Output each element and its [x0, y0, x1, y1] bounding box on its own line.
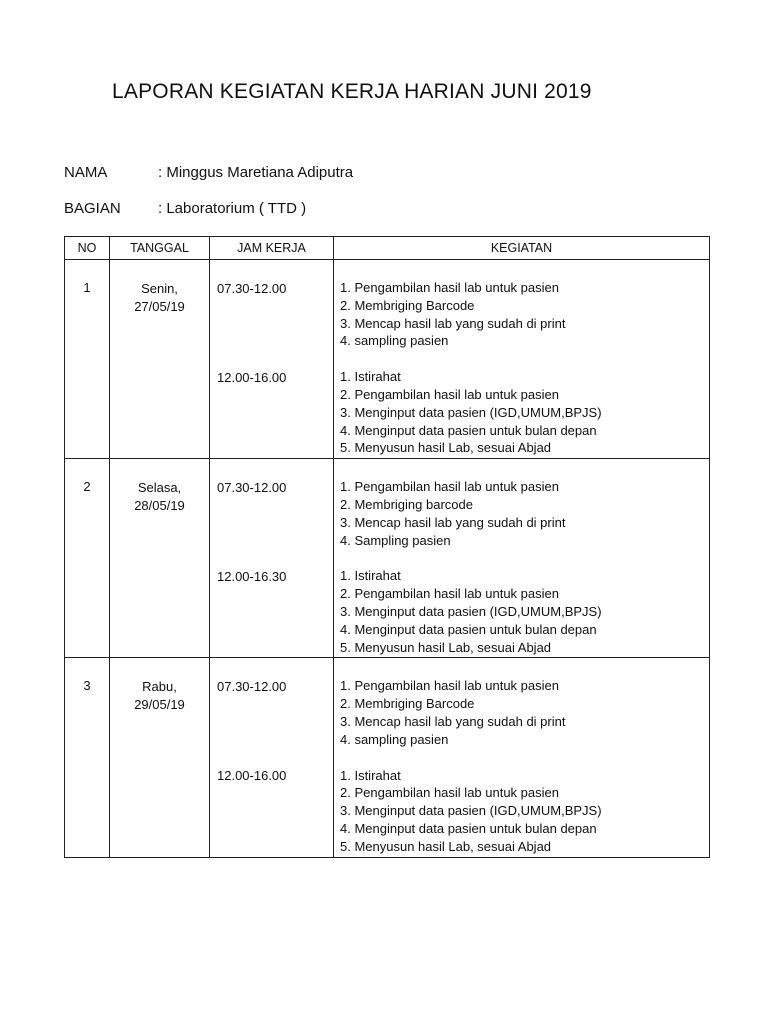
row-time-cell: [210, 658, 334, 857]
activity-list: [340, 478, 709, 549]
bagian-label: BAGIAN: [64, 200, 121, 217]
activity-item: 4. Sampling pasien: [340, 532, 451, 548]
activity-list: [340, 567, 709, 656]
table-row: [65, 260, 710, 459]
activity-item: 2. Pengambilan hasil lab untuk pasien: [340, 785, 559, 801]
time-slot: 07.30-12.00: [217, 281, 287, 296]
header-no: NO: [65, 237, 110, 260]
row-time-cell: [210, 260, 334, 459]
row-number: 2: [65, 459, 110, 658]
activity-item: 5. Menyusun hasil Lab, sesuai Abjad: [340, 838, 552, 854]
row-activities-cell: [334, 260, 710, 459]
activity-item: 5. Menyusun hasil Lab, sesuai Abjad: [340, 440, 552, 456]
header-kegiatan: KEGIATAN: [334, 237, 710, 260]
row-number: 1: [65, 260, 110, 459]
activity-list: [340, 279, 709, 350]
time-slot: 12.00-16.00: [217, 768, 287, 784]
activity-item: 4. Menginput data pasien untuk bulan depan: [340, 820, 597, 836]
activity-item: 2. Membriging Barcode: [340, 696, 475, 712]
activity-item: 1. Istirahat: [340, 369, 401, 385]
activity-item: 2. Pengambilan hasil lab untuk pasien: [340, 386, 559, 402]
row-date-cell: [110, 459, 210, 658]
row-activities-cell: [334, 658, 710, 857]
row-number: 3: [65, 658, 110, 857]
row-date: 29/05/19: [134, 697, 185, 713]
row-time-cell: [210, 459, 334, 658]
time-slot: 12.00-16.30: [217, 569, 287, 585]
time-slot: 07.30-12.00: [217, 679, 287, 695]
row-day: Selasa,: [137, 480, 182, 496]
table-row: [65, 658, 710, 857]
header-jam-kerja: JAM KERJA: [210, 237, 334, 260]
activity-list: [340, 767, 709, 856]
row-date: 27/05/19: [134, 299, 185, 314]
activity-item: 4. Menginput data pasien untuk bulan depan: [340, 621, 597, 637]
activity-item: 3. Menginput data pasien (IGD,UMUM,BPJS): [340, 603, 602, 619]
time-slot: 12.00-16.00: [217, 370, 287, 385]
bagian-value: : Laboratorium ( TTD ): [158, 200, 307, 217]
row-day: Senin,: [141, 281, 178, 296]
row-day: Rabu,: [142, 679, 177, 695]
activity-item: 3. Menginput data pasien (IGD,UMUM,BPJS): [340, 404, 602, 420]
nama-label: NAMA: [64, 164, 108, 181]
activity-item: 4. sampling pasien: [340, 333, 449, 349]
activity-item: 4. Menginput data pasien untuk bulan depan: [340, 422, 597, 438]
table-body: [65, 260, 710, 858]
nama-value: : Minggus Maretiana Adiputra: [158, 164, 354, 181]
row-date-cell: [110, 260, 210, 459]
activity-item: 5. Menyusun hasil Lab, sesuai Abjad: [340, 639, 552, 655]
table-row: [65, 459, 710, 658]
activity-list: [340, 368, 709, 457]
activity-item: 4. sampling pasien: [340, 731, 449, 747]
activity-item: 2. Membriging barcode: [340, 496, 473, 512]
activity-table: [64, 236, 710, 858]
activity-item: 3. Mencap hasil lab yang sudah di print: [340, 713, 566, 729]
activity-item: 3. Menginput data pasien (IGD,UMUM,BPJS): [340, 803, 602, 819]
info-bagian: [64, 200, 306, 217]
activity-list: [340, 677, 709, 748]
time-slot: 07.30-12.00: [217, 480, 287, 496]
row-date-cell: [110, 658, 210, 857]
table-header-row: [65, 237, 710, 260]
activity-item: 3. Mencap hasil lab yang sudah di print: [340, 315, 566, 331]
row-activities-cell: [334, 459, 710, 658]
activity-item: 1. Pengambilan hasil lab untuk pasien: [340, 280, 559, 295]
activity-item: 3. Mencap hasil lab yang sudah di print: [340, 514, 566, 530]
info-nama: [64, 164, 353, 181]
row-date: 28/05/19: [134, 498, 185, 514]
document-title: LAPORAN KEGIATAN KERJA HARIAN JUNI 2019: [112, 80, 592, 103]
activity-item: 1. Istirahat: [340, 568, 401, 584]
activity-item: 1. Pengambilan hasil lab untuk pasien: [340, 479, 559, 495]
header-tanggal: TANGGAL: [110, 237, 210, 260]
activity-item: 2. Membriging Barcode: [340, 297, 475, 313]
activity-item: 1. Pengambilan hasil lab untuk pasien: [340, 678, 559, 694]
activity-item: 2. Pengambilan hasil lab untuk pasien: [340, 586, 559, 602]
activity-item: 1. Istirahat: [340, 767, 401, 783]
